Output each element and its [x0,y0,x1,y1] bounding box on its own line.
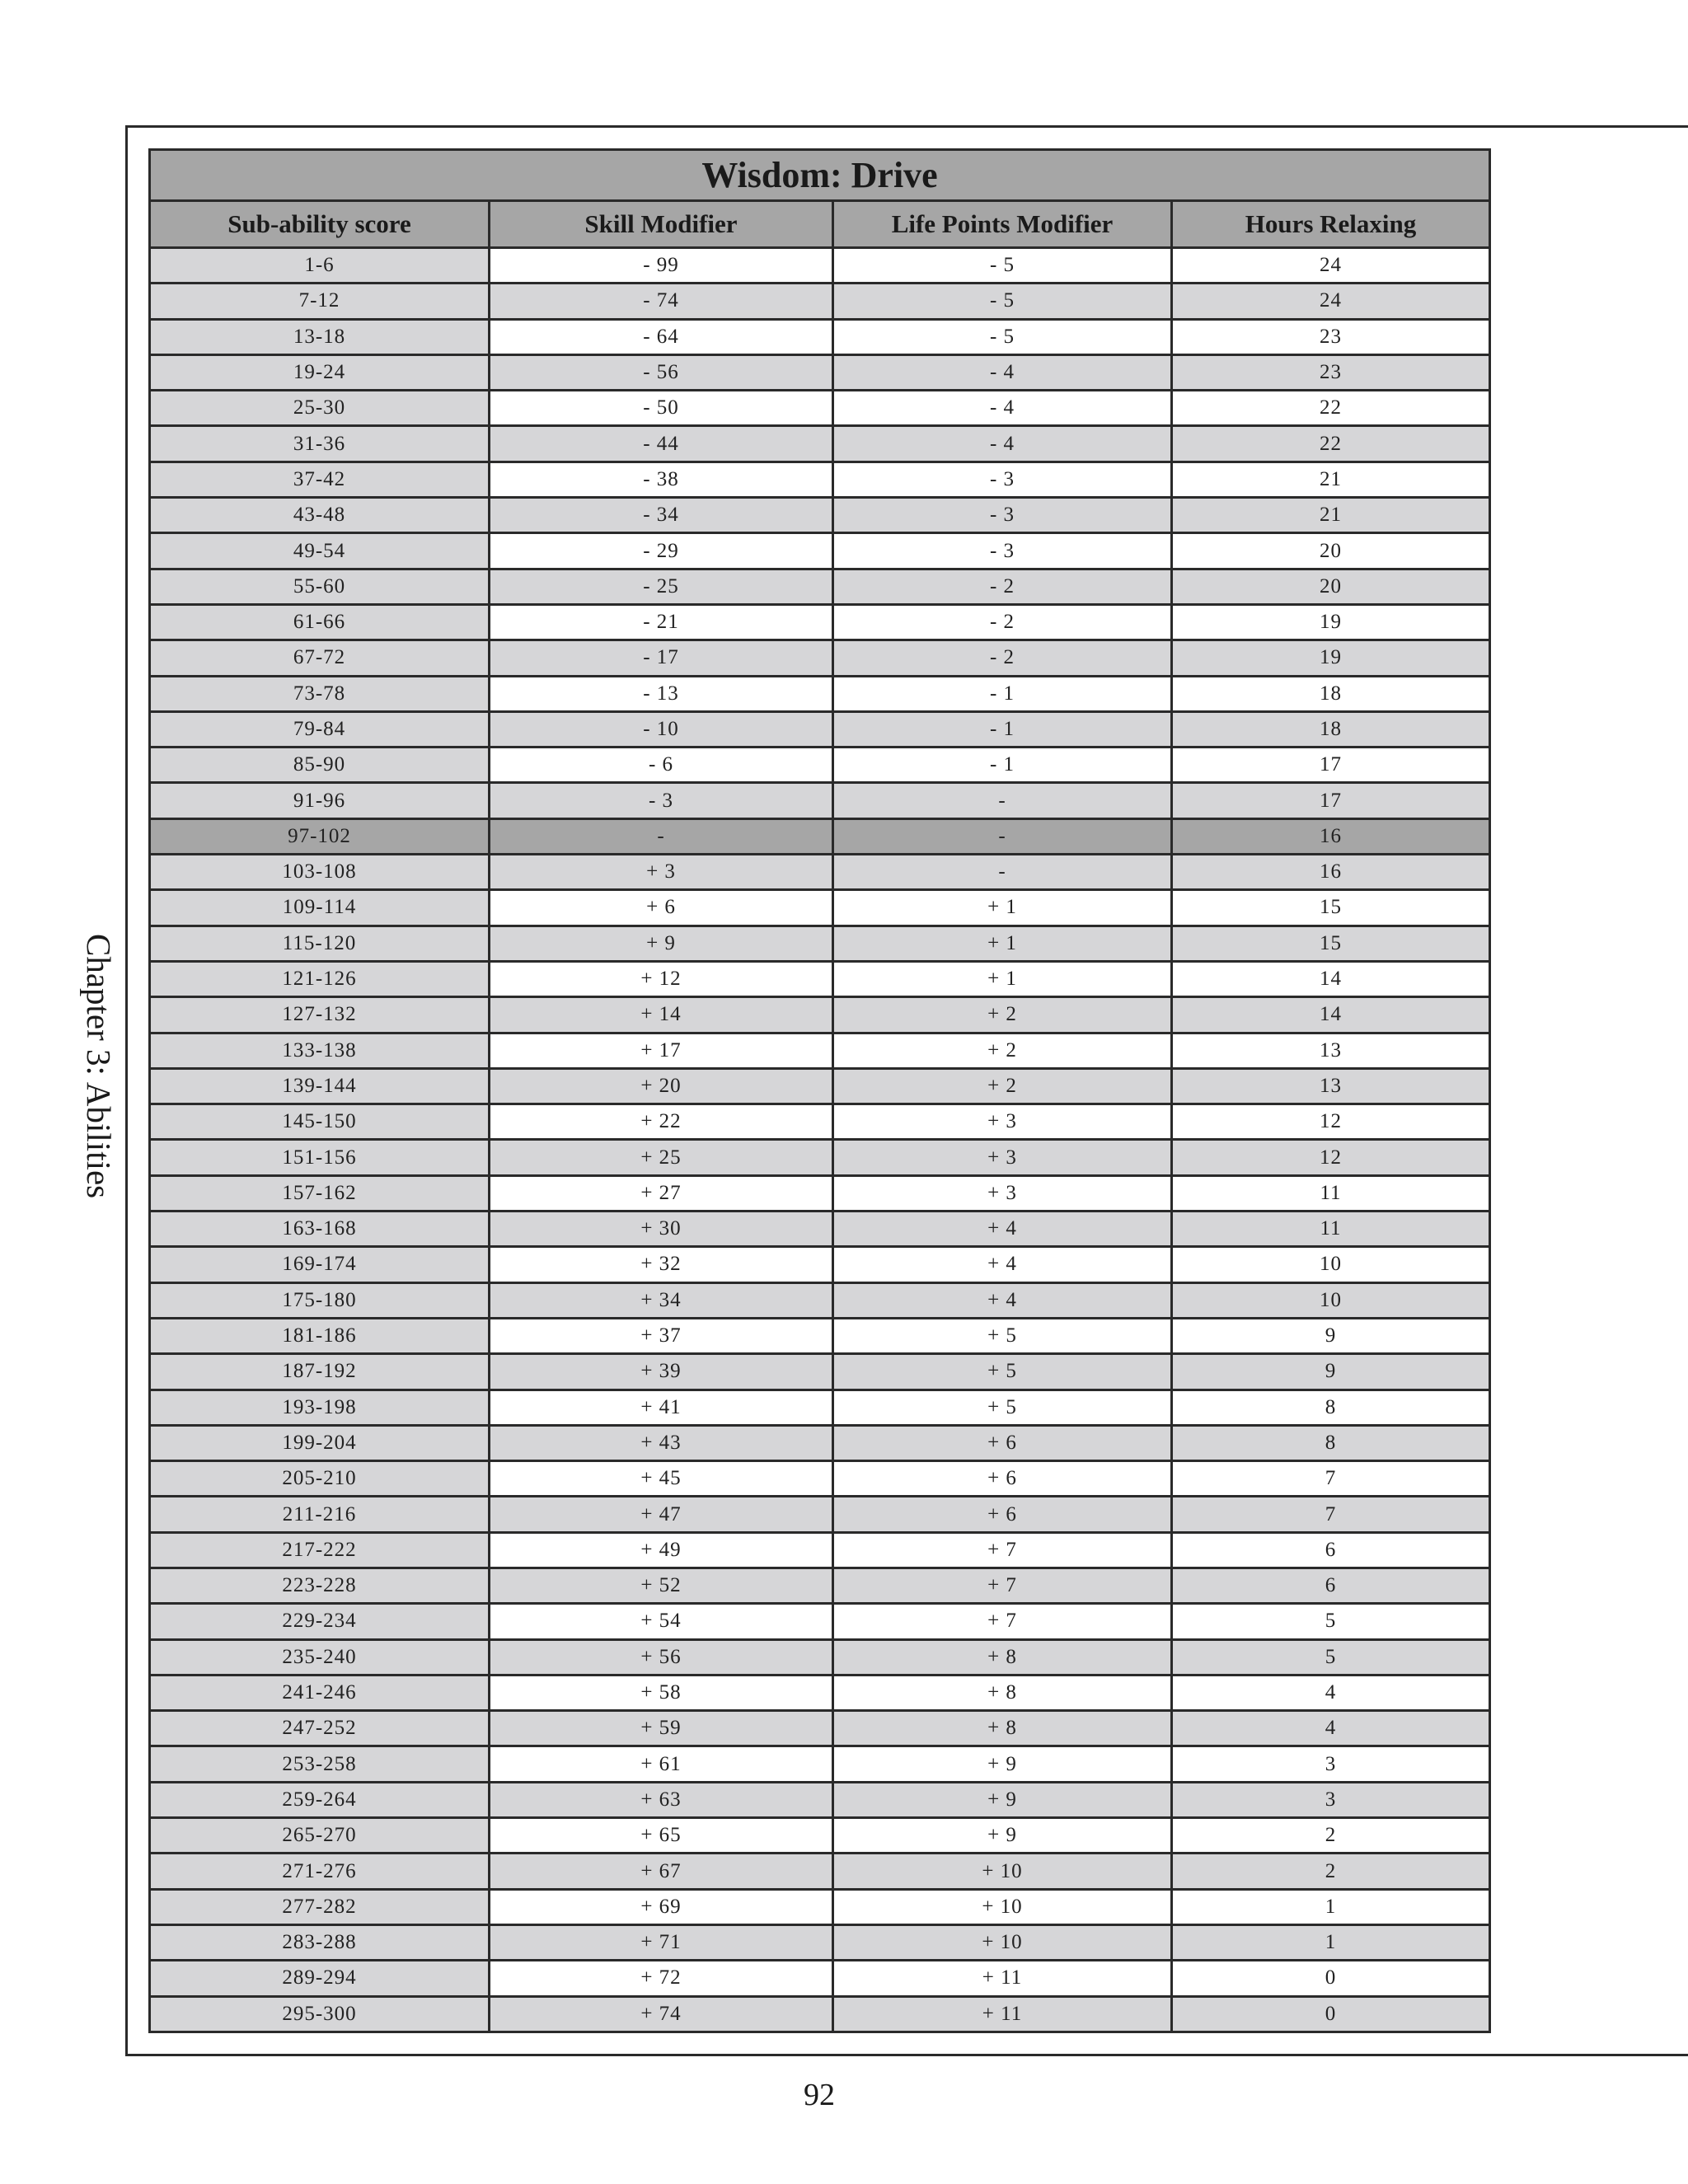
hours-relaxing-cell: 1 [1172,1924,1490,1960]
hours-relaxing-cell: 21 [1172,498,1490,533]
skill-modifier-cell: + 30 [490,1212,833,1247]
page-number: 92 [804,2078,835,2112]
sub-ability-score-cell: 277-282 [150,1889,490,1924]
hours-relaxing-cell: 8 [1172,1425,1490,1460]
hours-relaxing-cell: 13 [1172,1033,1490,1068]
life-points-modifier-cell: + 9 [833,1746,1172,1782]
hours-relaxing-cell: 22 [1172,391,1490,426]
table-row [150,640,1490,676]
hours-relaxing-cell: 13 [1172,1068,1490,1104]
hours-relaxing-cell: 23 [1172,319,1490,354]
sub-ability-score-cell: 247-252 [150,1711,490,1746]
skill-modifier-cell: + 37 [490,1318,833,1353]
table-row [150,1568,1490,1603]
sub-ability-score-cell: 97-102 [150,818,490,854]
life-points-modifier-cell: + 3 [833,1175,1172,1211]
table-row [150,1639,1490,1675]
life-points-modifier-cell: + 1 [833,890,1172,926]
sub-ability-score-cell: 193-198 [150,1390,490,1425]
skill-modifier-cell: + 58 [490,1675,833,1710]
hours-relaxing-cell: 2 [1172,1818,1490,1854]
life-points-modifier-cell: - [833,783,1172,818]
sub-ability-score-cell: 133-138 [150,1033,490,1068]
hours-relaxing-cell: 5 [1172,1604,1490,1639]
sub-ability-score-cell: 163-168 [150,1212,490,1247]
skill-modifier-cell: - 99 [490,248,833,284]
table-row [150,604,1490,640]
skill-modifier-cell: + 71 [490,1924,833,1960]
hours-relaxing-cell: 19 [1172,604,1490,640]
sub-ability-score-cell: 259-264 [150,1782,490,1817]
sub-ability-score-cell: 121-126 [150,961,490,996]
table-row [150,1247,1490,1282]
hours-relaxing-cell: 11 [1172,1175,1490,1211]
hours-relaxing-cell: 20 [1172,533,1490,569]
table-row [150,1068,1490,1104]
sub-ability-score-cell: 205-210 [150,1461,490,1497]
sub-ability-score-cell: 19-24 [150,354,490,390]
life-points-modifier-cell: + 6 [833,1461,1172,1497]
sub-ability-score-cell: 187-192 [150,1354,490,1390]
table-row [150,1212,1490,1247]
skill-modifier-cell: - 56 [490,354,833,390]
sub-ability-score-cell: 127-132 [150,997,490,1033]
life-points-modifier-cell: - 2 [833,640,1172,676]
skill-modifier-cell: + 52 [490,1568,833,1603]
skill-modifier-cell: + 65 [490,1818,833,1854]
hours-relaxing-cell: 8 [1172,1390,1490,1425]
hours-relaxing-cell: 9 [1172,1354,1490,1390]
hours-relaxing-cell: 12 [1172,1104,1490,1140]
life-points-modifier-cell: + 2 [833,1033,1172,1068]
hours-relaxing-cell: 4 [1172,1711,1490,1746]
table-row [150,1996,1490,2032]
sub-ability-score-cell: 217-222 [150,1532,490,1568]
table-row [150,569,1490,604]
skill-modifier-cell: - 10 [490,711,833,747]
table-row [150,1175,1490,1211]
hours-relaxing-cell: 1 [1172,1889,1490,1924]
hours-relaxing-cell: 10 [1172,1247,1490,1282]
table-row [150,462,1490,497]
table-row [150,783,1490,818]
skill-modifier-cell: + 9 [490,926,833,961]
life-points-modifier-cell: + 2 [833,1068,1172,1104]
life-points-modifier-cell: + 8 [833,1711,1172,1746]
table-row [150,1924,1490,1960]
table-row [150,1746,1490,1782]
hours-relaxing-cell: 6 [1172,1568,1490,1603]
skill-modifier-cell: - 3 [490,783,833,818]
hours-relaxing-cell: 4 [1172,1675,1490,1710]
life-points-modifier-cell: - 4 [833,354,1172,390]
life-points-modifier-cell: + 6 [833,1497,1172,1532]
sub-ability-score-cell: 1-6 [150,248,490,284]
skill-modifier-cell: - [490,818,833,854]
hours-relaxing-cell: 21 [1172,462,1490,497]
skill-modifier-cell: - 29 [490,533,833,569]
life-points-modifier-cell: + 2 [833,997,1172,1033]
sub-ability-score-cell: 115-120 [150,926,490,961]
table-row [150,1282,1490,1318]
life-points-modifier-cell: - 1 [833,748,1172,783]
life-points-modifier-cell: + 5 [833,1318,1172,1353]
skill-modifier-cell: + 72 [490,1961,833,1996]
hours-relaxing-cell: 11 [1172,1212,1490,1247]
life-points-modifier-cell: - 2 [833,569,1172,604]
table-row [150,1425,1490,1460]
skill-modifier-cell: + 32 [490,1247,833,1282]
chapter-side-label: Chapter 3: Abilities [80,934,118,1199]
skill-modifier-cell: + 74 [490,1996,833,2032]
table-row [150,1889,1490,1924]
table-row [150,248,1490,284]
table-row [150,997,1490,1033]
hours-relaxing-cell: 0 [1172,1961,1490,1996]
table-row [150,319,1490,354]
table-row [150,855,1490,890]
skill-modifier-cell: - 25 [490,569,833,604]
sub-ability-score-cell: 295-300 [150,1996,490,2032]
skill-modifier-cell: - 44 [490,426,833,462]
skill-modifier-cell: + 3 [490,855,833,890]
column-header-hours-relaxing: Hours Relaxing [1172,201,1490,248]
skill-modifier-cell: + 56 [490,1639,833,1675]
life-points-modifier-cell: + 3 [833,1140,1172,1175]
table-row [150,890,1490,926]
life-points-modifier-cell: - 2 [833,604,1172,640]
skill-modifier-cell: - 21 [490,604,833,640]
sub-ability-score-cell: 91-96 [150,783,490,818]
life-points-modifier-cell: - [833,855,1172,890]
hours-relaxing-cell: 15 [1172,890,1490,926]
table-row [150,1818,1490,1854]
sub-ability-score-cell: 241-246 [150,1675,490,1710]
hours-relaxing-cell: 23 [1172,354,1490,390]
sub-ability-score-cell: 271-276 [150,1854,490,1889]
table-row [150,1782,1490,1817]
hours-relaxing-cell: 15 [1172,926,1490,961]
life-points-modifier-cell: + 4 [833,1247,1172,1282]
sub-ability-score-cell: 289-294 [150,1961,490,1996]
table-row [150,818,1490,854]
skill-modifier-cell: + 49 [490,1532,833,1568]
skill-modifier-cell: + 61 [490,1746,833,1782]
sub-ability-score-cell: 253-258 [150,1746,490,1782]
table-row [150,1497,1490,1532]
skill-modifier-cell: + 67 [490,1854,833,1889]
life-points-modifier-cell: + 7 [833,1568,1172,1603]
sub-ability-score-cell: 211-216 [150,1497,490,1532]
life-points-modifier-cell: + 9 [833,1782,1172,1817]
life-points-modifier-cell: + 11 [833,1961,1172,1996]
hours-relaxing-cell: 2 [1172,1854,1490,1889]
sub-ability-score-cell: 25-30 [150,391,490,426]
life-points-modifier-cell: - 1 [833,676,1172,711]
life-points-modifier-cell: - 5 [833,248,1172,284]
sub-ability-score-cell: 49-54 [150,533,490,569]
sub-ability-score-cell: 151-156 [150,1140,490,1175]
skill-modifier-cell: + 59 [490,1711,833,1746]
life-points-modifier-cell: - 3 [833,533,1172,569]
table-body [150,248,1490,2032]
hours-relaxing-cell: 9 [1172,1318,1490,1353]
skill-modifier-cell: + 63 [490,1782,833,1817]
skill-modifier-cell: + 14 [490,997,833,1033]
hours-relaxing-cell: 3 [1172,1746,1490,1782]
life-points-modifier-cell: - 3 [833,498,1172,533]
hours-relaxing-cell: 3 [1172,1782,1490,1817]
hours-relaxing-cell: 14 [1172,961,1490,996]
hours-relaxing-cell: 19 [1172,640,1490,676]
sub-ability-score-cell: 229-234 [150,1604,490,1639]
table-row [150,1140,1490,1175]
table-row [150,1354,1490,1390]
life-points-modifier-cell: + 10 [833,1889,1172,1924]
table-row [150,1604,1490,1639]
skill-modifier-cell: - 38 [490,462,833,497]
table-row [150,748,1490,783]
sub-ability-score-cell: 283-288 [150,1924,490,1960]
life-points-modifier-cell: - 5 [833,319,1172,354]
table-row [150,1532,1490,1568]
life-points-modifier-cell: + 6 [833,1425,1172,1460]
hours-relaxing-cell: 7 [1172,1461,1490,1497]
life-points-modifier-cell: + 11 [833,1996,1172,2032]
life-points-modifier-cell: + 1 [833,961,1172,996]
hours-relaxing-cell: 16 [1172,855,1490,890]
hours-relaxing-cell: 10 [1172,1282,1490,1318]
sub-ability-score-cell: 73-78 [150,676,490,711]
table-row [150,676,1490,711]
sub-ability-score-cell: 139-144 [150,1068,490,1104]
hours-relaxing-cell: 24 [1172,284,1490,319]
hours-relaxing-cell: 20 [1172,569,1490,604]
hours-relaxing-cell: 12 [1172,1140,1490,1175]
skill-modifier-cell: - 6 [490,748,833,783]
sub-ability-score-cell: 145-150 [150,1104,490,1140]
hours-relaxing-cell: 7 [1172,1497,1490,1532]
table-row [150,533,1490,569]
table-row [150,284,1490,319]
skill-modifier-cell: - 64 [490,319,833,354]
hours-relaxing-cell: 22 [1172,426,1490,462]
sub-ability-score-cell: 79-84 [150,711,490,747]
hours-relaxing-cell: 24 [1172,248,1490,284]
hours-relaxing-cell: 17 [1172,748,1490,783]
wisdom-drive-table [148,148,1491,2033]
life-points-modifier-cell: - 1 [833,711,1172,747]
sub-ability-score-cell: 103-108 [150,855,490,890]
life-points-modifier-cell: + 4 [833,1282,1172,1318]
sub-ability-score-cell: 223-228 [150,1568,490,1603]
skill-modifier-cell: + 20 [490,1068,833,1104]
skill-modifier-cell: + 45 [490,1461,833,1497]
skill-modifier-cell: + 69 [490,1889,833,1924]
skill-modifier-cell: + 12 [490,961,833,996]
sub-ability-score-cell: 37-42 [150,462,490,497]
column-header-sub-ability-score: Sub-ability score [150,201,490,248]
life-points-modifier-cell: + 1 [833,926,1172,961]
sub-ability-score-cell: 7-12 [150,284,490,319]
table-row [150,426,1490,462]
hours-relaxing-cell: 6 [1172,1532,1490,1568]
life-points-modifier-cell: + 4 [833,1212,1172,1247]
skill-modifier-cell: - 74 [490,284,833,319]
life-points-modifier-cell: + 10 [833,1854,1172,1889]
life-points-modifier-cell: - 3 [833,462,1172,497]
skill-modifier-cell: + 27 [490,1175,833,1211]
life-points-modifier-cell: + 9 [833,1818,1172,1854]
skill-modifier-cell: + 25 [490,1140,833,1175]
table-row [150,1318,1490,1353]
life-points-modifier-cell: + 8 [833,1639,1172,1675]
hours-relaxing-cell: 18 [1172,711,1490,747]
table-row [150,1854,1490,1889]
sub-ability-score-cell: 181-186 [150,1318,490,1353]
skill-modifier-cell: - 34 [490,498,833,533]
skill-modifier-cell: + 34 [490,1282,833,1318]
table-row [150,1961,1490,1996]
skill-modifier-cell: + 39 [490,1354,833,1390]
life-points-modifier-cell: - 4 [833,426,1172,462]
column-header-life-points-modifier: Life Points Modifier [833,201,1172,248]
sub-ability-score-cell: 67-72 [150,640,490,676]
life-points-modifier-cell: + 3 [833,1104,1172,1140]
sub-ability-score-cell: 169-174 [150,1247,490,1282]
table-row [150,1033,1490,1068]
life-points-modifier-cell: - 4 [833,391,1172,426]
table-title: Wisdom: Drive [150,150,1490,201]
skill-modifier-cell: - 50 [490,391,833,426]
hours-relaxing-cell: 17 [1172,783,1490,818]
life-points-modifier-cell: + 7 [833,1532,1172,1568]
hours-relaxing-cell: 18 [1172,676,1490,711]
skill-modifier-cell: + 22 [490,1104,833,1140]
sub-ability-score-cell: 199-204 [150,1425,490,1460]
sub-ability-score-cell: 109-114 [150,890,490,926]
sub-ability-score-cell: 43-48 [150,498,490,533]
life-points-modifier-cell: + 8 [833,1675,1172,1710]
life-points-modifier-cell: - 5 [833,284,1172,319]
sub-ability-score-cell: 55-60 [150,569,490,604]
hours-relaxing-cell: 14 [1172,997,1490,1033]
hours-relaxing-cell: 5 [1172,1639,1490,1675]
table-row [150,1711,1490,1746]
life-points-modifier-cell: + 10 [833,1924,1172,1960]
table-row [150,711,1490,747]
sub-ability-score-cell: 157-162 [150,1175,490,1211]
sub-ability-score-cell: 85-90 [150,748,490,783]
table-row [150,961,1490,996]
table-row [150,1104,1490,1140]
sub-ability-score-cell: 13-18 [150,319,490,354]
life-points-modifier-cell: + 5 [833,1390,1172,1425]
hours-relaxing-cell: 0 [1172,1996,1490,2032]
table-row [150,498,1490,533]
skill-modifier-cell: + 43 [490,1425,833,1460]
skill-modifier-cell: - 13 [490,676,833,711]
hours-relaxing-cell: 16 [1172,818,1490,854]
life-points-modifier-cell: + 7 [833,1604,1172,1639]
skill-modifier-cell: + 47 [490,1497,833,1532]
sub-ability-score-cell: 235-240 [150,1639,490,1675]
sub-ability-score-cell: 31-36 [150,426,490,462]
skill-modifier-cell: + 6 [490,890,833,926]
table-row [150,1390,1490,1425]
skill-modifier-cell: + 17 [490,1033,833,1068]
life-points-modifier-cell: - [833,818,1172,854]
sub-ability-score-cell: 175-180 [150,1282,490,1318]
table-row [150,1675,1490,1710]
sub-ability-score-cell: 61-66 [150,604,490,640]
skill-modifier-cell: + 41 [490,1390,833,1425]
table-row [150,1461,1490,1497]
table-row [150,391,1490,426]
table-row [150,926,1490,961]
sub-ability-score-cell: 265-270 [150,1818,490,1854]
table-row [150,354,1490,390]
column-header-skill-modifier: Skill Modifier [490,201,833,248]
skill-modifier-cell: - 17 [490,640,833,676]
skill-modifier-cell: + 54 [490,1604,833,1639]
life-points-modifier-cell: + 5 [833,1354,1172,1390]
